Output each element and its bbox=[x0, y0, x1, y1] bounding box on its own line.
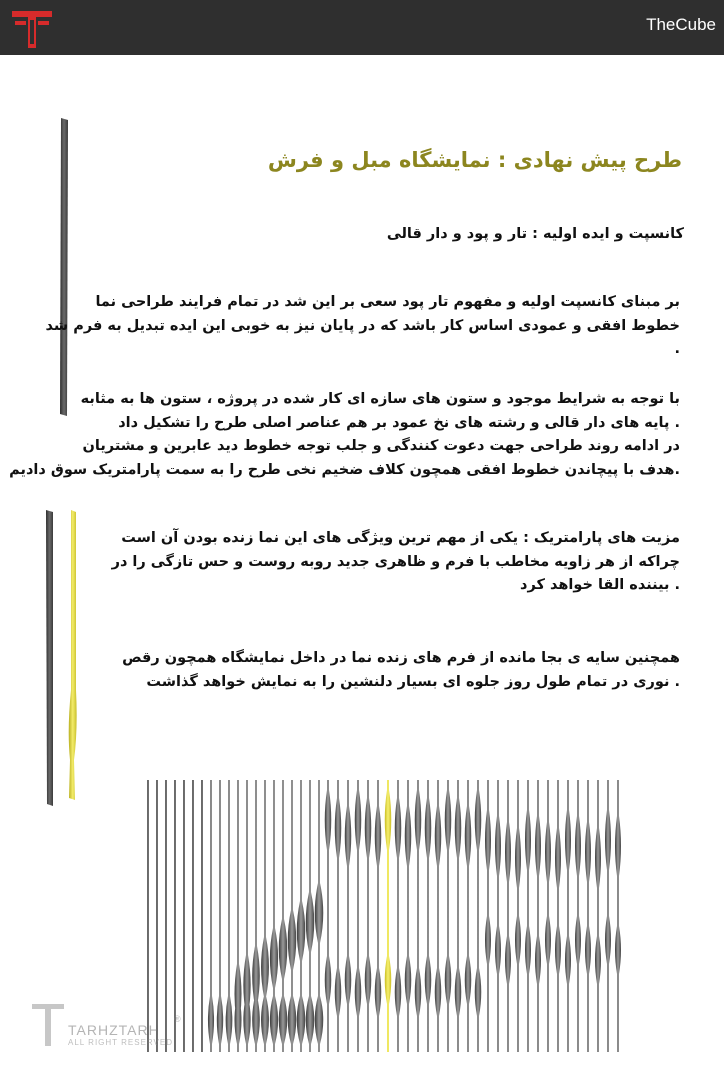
facade-strand bbox=[235, 780, 242, 1052]
facade-strand bbox=[615, 780, 621, 1052]
facade-strand bbox=[335, 780, 342, 1052]
facade-strand bbox=[279, 780, 288, 1052]
facade-strand bbox=[395, 780, 402, 1052]
facade-strand bbox=[252, 780, 260, 1052]
facade-strand bbox=[455, 780, 462, 1052]
facade-strand bbox=[425, 780, 432, 1052]
structure-paragraph bbox=[9, 388, 680, 482]
watermark-name: TARHZTARH bbox=[68, 1022, 160, 1038]
facade-strand bbox=[315, 780, 324, 1052]
paragraph-line: مزیت های پارامتریک : یکی از مهم ترین ویژگی های این نما زنده بودن آن است bbox=[121, 530, 680, 546]
paragraph-line: همچنین سایه ی بجا مانده از فرم های زنده نما در داخل نمایشگاه همچون رقص bbox=[122, 650, 680, 666]
concept-paragraph bbox=[46, 291, 680, 362]
paragraph-line: بر مبنای کانسپت اولیه و مفهوم تار پود سعی بر این شد در تمام فرایند طراحی نما bbox=[95, 294, 680, 310]
brand-name: TheCube bbox=[646, 15, 716, 34]
facade-strand bbox=[243, 780, 250, 1052]
facade-strand bbox=[325, 780, 332, 1052]
facade-strand bbox=[545, 780, 551, 1052]
facade-strand bbox=[306, 780, 315, 1052]
facade-strand bbox=[192, 780, 194, 1052]
tarhztarh-logo-icon[interactable] bbox=[10, 8, 54, 50]
facade-strand bbox=[505, 780, 511, 1052]
facade-strand bbox=[405, 780, 412, 1052]
column-render-tall bbox=[58, 118, 70, 418]
facade-strand bbox=[435, 780, 442, 1052]
facade-strand bbox=[525, 780, 531, 1052]
facade-strand bbox=[217, 780, 223, 1052]
facade-strand bbox=[475, 780, 482, 1052]
paragraph-line: . پایه های دار قالی و رشته های نخ عمود بر هم عناصر اصلی طرح را تشکیل داد bbox=[118, 414, 680, 431]
facade-strand bbox=[345, 780, 352, 1052]
facade-elevation-render bbox=[140, 780, 630, 1052]
facade-strand bbox=[226, 780, 233, 1052]
highlight-strand bbox=[385, 780, 392, 1052]
facade-strand bbox=[575, 780, 581, 1052]
paragraph-line: با توجه به شرایط موجود و ستون های سازه ای کار شده در پروژه ، ستون ها به مثابه bbox=[80, 391, 680, 407]
column-render-gray bbox=[44, 510, 56, 810]
tarhztarh-watermark bbox=[30, 1000, 190, 1056]
paragraph-line: . bbox=[674, 341, 680, 357]
paragraph-line: چراکه از هر زاویه مخاطب با فرم و ظاهری جدید روبه روست و حس تازگی را در bbox=[111, 553, 680, 570]
paragraph-line: . نوری در تمام طول روز جلوه ای بسیار دلنشین را به نمایش خواهد گذاشت bbox=[146, 673, 680, 690]
shadow-paragraph bbox=[122, 647, 680, 694]
facade-strand bbox=[495, 780, 501, 1052]
parametric-paragraph bbox=[112, 527, 680, 598]
facade-strand bbox=[355, 780, 362, 1052]
facade-strand bbox=[201, 780, 203, 1052]
paragraph-line: خطوط افقی و عمودی اساس کار باشد که در پایان نیز به خوبی این ایده تبدیل به فرم شد bbox=[45, 317, 680, 334]
facade-strand bbox=[208, 780, 214, 1052]
paragraph-line: در ادامه روند طراحی جهت دعوت کنندگی و جلب توجه خطوط دید عابرین و مشتریان bbox=[82, 438, 680, 454]
facade-strand bbox=[270, 780, 278, 1052]
facade-strand bbox=[445, 780, 452, 1052]
concept-subtitle: کانسپت و ایده اولیه : تار و پود و دار قالی bbox=[386, 226, 684, 242]
paragraph-line: .هدف با پیچاندن خطوط افقی همچون کلاف ضخیم نخی طرح را به سمت پارامتریک سوق دادیم bbox=[9, 461, 680, 478]
facade-strand bbox=[297, 780, 306, 1052]
watermark-tagline: ALL RIGHT RESERVED bbox=[68, 1038, 173, 1047]
registered-mark: ® bbox=[174, 1014, 181, 1024]
facade-strand bbox=[485, 780, 491, 1052]
facade-strand bbox=[465, 780, 472, 1052]
facade-strand bbox=[555, 780, 561, 1052]
facade-strand bbox=[261, 780, 269, 1052]
facade-strand bbox=[415, 780, 422, 1052]
watermark-logo-icon bbox=[30, 1000, 66, 1050]
column-render-yellow bbox=[66, 510, 80, 802]
facade-strand bbox=[535, 780, 541, 1052]
facade-strand bbox=[375, 780, 382, 1052]
page-title: طرح پیش نهادی : نمایشگاه مبل و فرش bbox=[267, 148, 682, 172]
facade-strand bbox=[605, 780, 611, 1052]
facade-strand bbox=[585, 780, 591, 1052]
facade-strand bbox=[288, 780, 297, 1052]
facade-strand bbox=[365, 780, 372, 1052]
facade-strand bbox=[565, 780, 571, 1052]
facade-strand bbox=[595, 780, 601, 1052]
paragraph-line: . بیننده القا خواهد کرد bbox=[520, 577, 680, 593]
top-bar bbox=[0, 0, 724, 55]
facade-strand bbox=[515, 780, 521, 1052]
